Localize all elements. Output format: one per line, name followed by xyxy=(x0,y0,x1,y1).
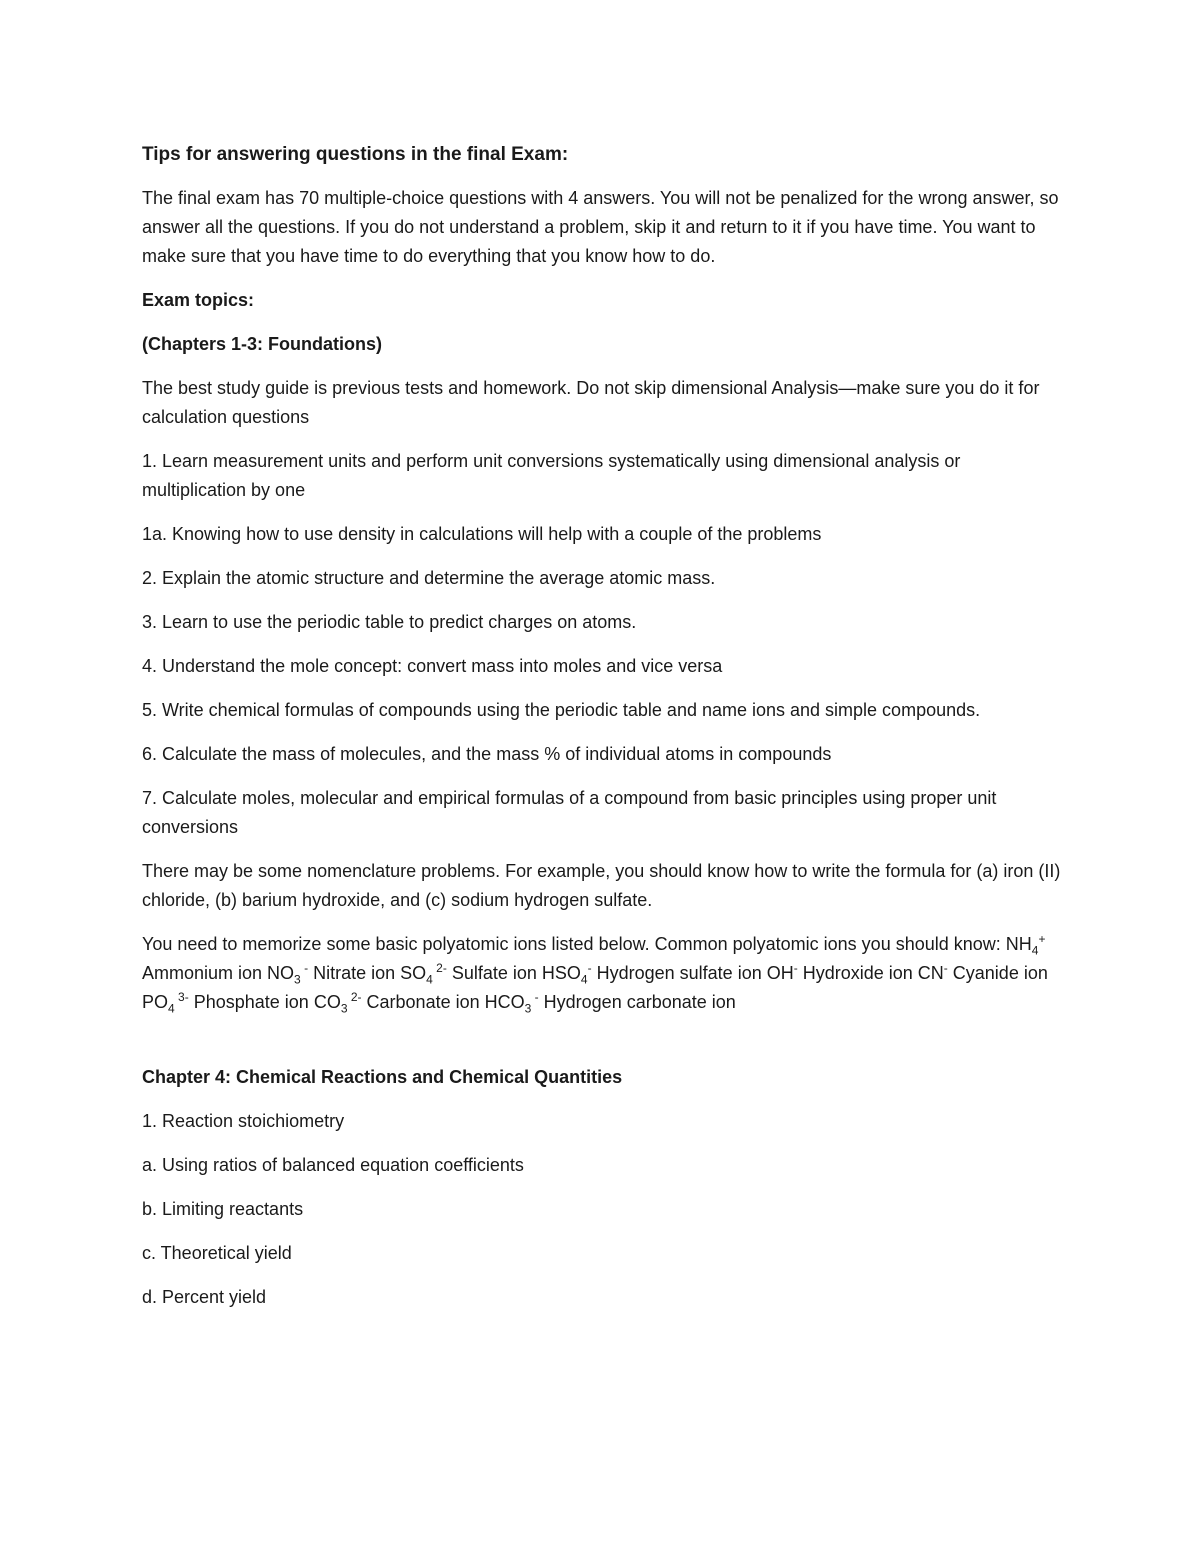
ion-name: Hydroxide ion xyxy=(797,963,918,983)
chapter4-item: d. Percent yield xyxy=(142,1287,267,1307)
topic-item: 6. Calculate the mass of molecules, and the mass % of individual atoms in compounds xyxy=(142,744,832,764)
topic-item: 7. Calculate moles, molecular and empirical formulas of a compound from basic principles using proper unit conversions xyxy=(142,788,997,837)
topic-item: 1a. Knowing how to use density in calculations will help with a couple of the problems xyxy=(142,524,822,544)
ions-intro: You need to memorize some basic polyatomic ions listed below. Common polyatomic ions you should know: xyxy=(142,934,1006,954)
ion-name: Nitrate ion xyxy=(308,963,401,983)
topic-item: 1. Learn measurement units and perform unit conversions systematically using dimensional analysis or multiplication by one xyxy=(142,451,961,500)
chapter4-item: 1. Reaction stoichiometry xyxy=(142,1111,345,1131)
ion-name: Carbonate ion xyxy=(361,992,485,1012)
study-guide-paragraph: The best study guide is previous tests and homework. Do not skip dimensional Analysis—make sure you do it for calculation questions xyxy=(142,378,1040,427)
ion-name: Phosphate ion xyxy=(188,992,314,1012)
ion-formula: $NH_4^+$ xyxy=(1005,932,1046,958)
exam-topics-label: Exam topics: xyxy=(142,290,255,310)
ion-formula: $CO_3$ $^{2-}$ xyxy=(313,990,362,1016)
chapter4-item: b. Limiting reactants xyxy=(142,1199,304,1219)
ion-formula: $HSO_4^-$ xyxy=(541,961,592,987)
nomenclature-paragraph: There may be some nomenclature problems. For example, you should know how to write the formula for (a) iron (II) chloride, (b) barium hydroxide, and (c) sodium hydrogen sulfate. xyxy=(142,861,1061,910)
ion-formula: $SO_4$ $^{2-}$ xyxy=(400,961,447,987)
chapter4-heading: Chapter 4: Chemical Reactions and Chemical Quantities xyxy=(142,1067,623,1087)
ion-formula: $PO_4$ $^{3-}$ xyxy=(142,990,189,1016)
ion-formula: CN- xyxy=(917,961,948,983)
ion-formula: OH- xyxy=(766,961,798,983)
chapter4-item: c. Theoretical yield xyxy=(142,1243,292,1263)
ion-formula: $NO_3$ - xyxy=(267,961,309,987)
document-page xyxy=(142,140,1062,1327)
section1-heading: (Chapters 1-3: Foundations) xyxy=(142,334,383,354)
ion-name: Cyanide ion xyxy=(947,963,1048,983)
ion-name: Ammonium ion xyxy=(142,963,268,983)
topic-item: 4. Understand the mole concept: convert mass into moles and vice versa xyxy=(142,656,723,676)
ions-paragraph xyxy=(142,930,1062,1017)
chapter4-item: a. Using ratios of balanced equation coefficients xyxy=(142,1155,524,1175)
ion-name: Sulfate ion xyxy=(446,963,542,983)
intro-paragraph: The final exam has 70 multiple-choice questions with 4 answers. You will not be penalized for the wrong answer, so answer all the questions. If you do not understand a problem, skip it and return to it if you have time. You want to make sure that you have time to do everything that you know how to do. xyxy=(142,188,1059,266)
topic-item: 2. Explain the atomic structure and determine the average atomic mass. xyxy=(142,568,716,588)
document-title: Tips for answering questions in the final Exam: xyxy=(142,144,569,165)
ion-name: Hydrogen sulfate ion xyxy=(591,963,767,983)
ion-name: Hydrogen carbonate ion xyxy=(538,992,736,1012)
ion-formula: $HCO_3$ - xyxy=(484,990,539,1016)
topic-item: 3. Learn to use the periodic table to predict charges on atoms. xyxy=(142,612,637,632)
topic-item: 5. Write chemical formulas of compounds using the periodic table and name ions and simple compounds. xyxy=(142,700,981,720)
